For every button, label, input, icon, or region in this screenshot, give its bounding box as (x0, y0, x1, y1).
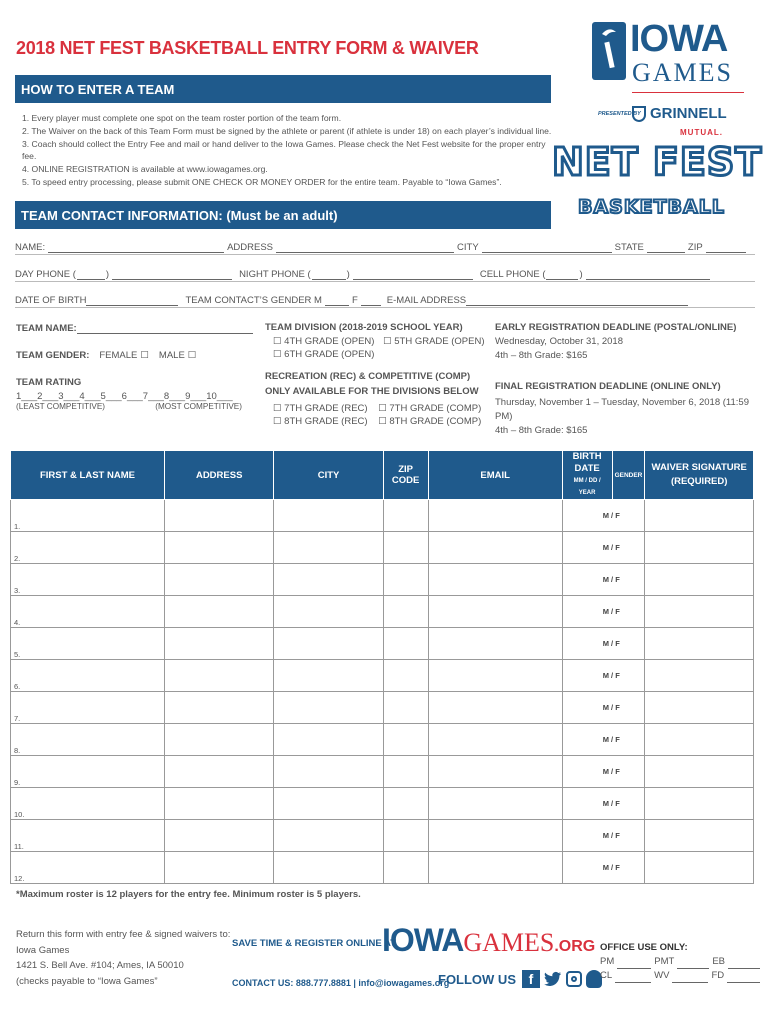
player-name-cell[interactable] (11, 532, 165, 564)
early-deadline-heading: EARLY REGISTRATION DEADLINE (POSTAL/ONLINE) (495, 322, 737, 333)
address-label: ADDRESS (227, 242, 274, 253)
contact-row-3 (15, 286, 755, 306)
gender-select[interactable]: M / F (602, 607, 620, 616)
cell-phone-area-field[interactable] (546, 268, 578, 280)
torch-icon (592, 22, 626, 80)
open-4-checkbox[interactable]: ☐ (273, 335, 282, 347)
iowa-games-logo (588, 20, 758, 100)
team-rating-scale[interactable]: 1___2___3___4___5___6___7___8___9___10___ (16, 391, 233, 402)
player-zip-cell[interactable] (383, 628, 428, 660)
presented-by-label: PRESENTED BY (598, 111, 641, 117)
logo-underline (632, 92, 744, 93)
zip-field[interactable] (706, 241, 746, 253)
player-name-cell[interactable] (11, 628, 165, 660)
player-birthdate-gender-cell[interactable] (562, 532, 645, 564)
roster-row (11, 756, 754, 788)
open-6-label: 6TH GRADE (OPEN) (284, 349, 375, 360)
office-pm-label: PM (600, 956, 615, 967)
return-org: Iowa Games (16, 944, 70, 956)
player-zip-cell[interactable] (383, 852, 428, 884)
player-birthdate-gender-cell[interactable] (562, 756, 645, 788)
player-zip-cell[interactable] (383, 724, 428, 756)
office-fd-label: FD (711, 970, 725, 981)
gender-select[interactable]: M / F (602, 863, 620, 872)
rec-7-checkbox[interactable]: ☐ (273, 402, 282, 414)
roster-row (11, 852, 754, 884)
grinnell-logo-icon (632, 106, 646, 122)
player-city-cell[interactable] (274, 628, 383, 660)
player-city-cell[interactable] (274, 756, 383, 788)
row-number: 4. (14, 618, 21, 627)
contact-us-text: CONTACT US: 888.777.8881 | info@iowagames.org (232, 978, 450, 988)
roster-row (11, 692, 754, 724)
team-name-field[interactable] (77, 322, 253, 334)
name-field[interactable] (48, 241, 224, 253)
player-waiver-cell[interactable] (645, 532, 754, 564)
player-name-cell[interactable] (11, 692, 165, 724)
player-birthdate-gender-cell[interactable] (562, 628, 645, 660)
row-number: 5. (14, 650, 21, 659)
team-contact-bar (15, 201, 551, 229)
player-birthdate-gender-cell[interactable] (562, 724, 645, 756)
row-number: 12. (14, 874, 25, 883)
office-cl-field[interactable] (615, 971, 651, 983)
player-zip-cell[interactable] (383, 596, 428, 628)
player-name-cell[interactable] (11, 852, 165, 884)
open-5-checkbox[interactable]: ☐ (383, 335, 392, 347)
player-address-cell[interactable] (164, 628, 273, 660)
email-field[interactable] (466, 294, 688, 306)
player-email-cell[interactable] (428, 788, 562, 820)
player-name-cell[interactable] (11, 820, 165, 852)
zip-label: ZIP (687, 242, 703, 253)
office-cl-label: CL (600, 970, 613, 981)
player-email-cell[interactable] (428, 692, 562, 724)
gender-select[interactable]: M / F (602, 799, 620, 808)
comp-7-label: 7TH GRADE (COMP) (389, 402, 482, 414)
player-city-cell[interactable] (274, 532, 383, 564)
state-label: STATE (614, 242, 644, 253)
roster-row (11, 596, 754, 628)
col-address-header: ADDRESS (164, 451, 273, 500)
return-payable: (checks payable to “Iowa Games” (16, 975, 158, 987)
gender-m-field[interactable] (325, 294, 349, 306)
team-rating-label: TEAM RATING (16, 377, 82, 388)
how-to-enter-bar (15, 75, 551, 103)
gender-f-field[interactable] (361, 294, 381, 306)
player-city-cell[interactable] (274, 596, 383, 628)
roster-row (11, 660, 754, 692)
roster-table (10, 450, 754, 884)
night-phone-field[interactable] (353, 268, 473, 280)
instruction-2: 2. The Waiver on the back of this Team Form must be signed by the athlete or parent (if athlete is under 18) on each player’s individual line. (22, 125, 552, 136)
name-label: NAME: (15, 242, 46, 253)
net-fest-logo: NET FEST (552, 140, 763, 184)
player-birthdate-gender-cell[interactable] (562, 596, 645, 628)
division-heading: TEAM DIVISION (2018-2019 SCHOOL YEAR) (265, 322, 463, 333)
player-zip-cell[interactable] (383, 820, 428, 852)
player-birthdate-gender-cell[interactable] (562, 500, 645, 532)
office-eb-field[interactable] (728, 957, 760, 969)
row-number: 7. (14, 714, 21, 723)
rec-heading-2: ONLY AVAILABLE FOR THE DIVISIONS BELOW (265, 386, 479, 397)
player-email-cell[interactable] (428, 660, 562, 692)
early-deadline-fee: 4th – 8th Grade: $165 (495, 350, 588, 361)
division-block (265, 321, 490, 429)
rec-8-label: 8TH GRADE (REC) (284, 416, 368, 427)
office-wv-label: WV (654, 970, 670, 981)
player-name-cell[interactable] (11, 724, 165, 756)
player-address-cell[interactable] (164, 724, 273, 756)
night-phone-area-field[interactable] (312, 268, 346, 280)
team-info-block (16, 322, 256, 411)
instruction-5: 5. To speed entry processing, please submit ONE CHECK OR MONEY ORDER for the entire team. Payable to “Iowa Games”. (22, 176, 502, 187)
rec-7-label: 7TH GRADE (REC) (284, 402, 368, 414)
footer-iowa-text: IOWA (382, 922, 464, 958)
player-zip-cell[interactable] (383, 788, 428, 820)
player-name-cell[interactable] (11, 660, 165, 692)
twitter-icon[interactable] (544, 970, 562, 988)
office-pmt-label: PMT (654, 956, 675, 967)
player-waiver-cell[interactable] (645, 564, 754, 596)
player-waiver-cell[interactable] (645, 596, 754, 628)
player-waiver-cell[interactable] (645, 788, 754, 820)
dob-label: DATE OF BIRTH (15, 295, 87, 306)
roster-row (11, 564, 754, 596)
final-deadline-heading: FINAL REGISTRATION DEADLINE (ONLINE ONLY) (495, 381, 721, 392)
roster-body (11, 500, 754, 884)
open-6-checkbox[interactable]: ☐ (273, 349, 282, 360)
gender-select[interactable]: M / F (602, 735, 620, 744)
col-waiver-header: WAIVER SIGNATURE (REQUIRED) (645, 451, 754, 500)
player-city-cell[interactable] (274, 692, 383, 724)
facebook-icon[interactable]: f (522, 970, 540, 988)
comp-8-label: 8TH GRADE (COMP) (389, 416, 482, 427)
row-number: 10. (14, 810, 25, 819)
deadlines-block (495, 321, 765, 438)
gender-select[interactable]: M / F (602, 767, 620, 776)
row-number: 11. (14, 842, 24, 851)
gender-select[interactable]: M / F (602, 575, 620, 584)
player-city-cell[interactable] (274, 724, 383, 756)
page-title: 2018 NET FEST BASKETBALL ENTRY FORM & WAIVER (16, 38, 479, 58)
follow-us-label: FOLLOW US (438, 971, 516, 987)
gender-select[interactable]: M / F (602, 511, 620, 520)
player-birthdate-gender-cell[interactable] (562, 660, 645, 692)
city-field[interactable] (482, 241, 612, 253)
col-email-header: EMAIL (428, 451, 562, 500)
player-email-cell[interactable] (428, 820, 562, 852)
player-address-cell[interactable] (164, 660, 273, 692)
player-address-cell[interactable] (164, 756, 273, 788)
contact-row-2: DAY PHONE ( ) NIGHT PHONE ( ) CELL PHONE ( ) (15, 260, 755, 280)
logo-iowa-text: IOWA (630, 18, 728, 60)
row-number: 6. (14, 682, 21, 691)
player-zip-cell[interactable] (383, 756, 428, 788)
contact-row-1 (15, 233, 755, 253)
state-field[interactable] (647, 241, 685, 253)
day-phone-field[interactable] (112, 268, 232, 280)
open-5-label: 5TH GRADE (OPEN) (394, 335, 485, 347)
player-waiver-cell[interactable] (645, 692, 754, 724)
iowagames-org-logo[interactable] (382, 922, 595, 959)
roster-row (11, 628, 754, 660)
player-address-cell[interactable] (164, 532, 273, 564)
player-email-cell[interactable] (428, 596, 562, 628)
office-fd-field[interactable] (727, 971, 760, 983)
instruction-1: 1. Every player must complete one spot on the team roster portion of the team form. (22, 113, 342, 123)
row-number: 2. (14, 554, 21, 563)
footer-org-text: .ORG (554, 938, 596, 955)
player-email-cell[interactable] (428, 724, 562, 756)
col-gender-header: GENDER (612, 451, 645, 500)
player-birthdate-gender-cell[interactable] (562, 820, 645, 852)
col-name-header: FIRST & LAST NAME (11, 451, 165, 500)
player-zip-cell[interactable] (383, 692, 428, 724)
footer-games-text: GAMES (463, 928, 555, 957)
player-city-cell[interactable] (274, 564, 383, 596)
contact-divider-3 (15, 307, 755, 308)
player-email-cell[interactable] (428, 500, 562, 532)
cell-phone-field[interactable] (586, 268, 710, 280)
player-waiver-cell[interactable] (645, 660, 754, 692)
instruction-3: 3. Coach should collect the Entry Fee and mail or hand deliver to the Iowa Games. Please check the Net Fest website for the proper entry fee. (22, 138, 546, 162)
gender-select[interactable]: M / F (602, 543, 620, 552)
return-line: Return this form with entry fee & signed waivers to: (16, 929, 231, 940)
player-email-cell[interactable] (428, 628, 562, 660)
least-competitive-label: (LEAST COMPETITIVE) (16, 402, 106, 411)
contact-divider-1 (15, 254, 755, 255)
row-number: 9. (14, 778, 21, 787)
player-name-cell[interactable] (11, 564, 165, 596)
address-field[interactable] (276, 241, 454, 253)
row-number: 1. (14, 522, 21, 531)
final-deadline-date: Thursday, November 1 – Tuesday, November 6, 2018 (11:59 PM) (495, 397, 749, 422)
player-birthdate-gender-cell[interactable] (562, 564, 645, 596)
player-address-cell[interactable] (164, 852, 273, 884)
most-competitive-label: (MOST COMPETITIVE) (155, 402, 242, 411)
office-wv-field[interactable] (672, 971, 708, 983)
player-email-cell[interactable] (428, 756, 562, 788)
city-label: CITY (457, 242, 479, 253)
player-address-cell[interactable] (164, 596, 273, 628)
col-birthdate-header: BIRTH DATE MM / DD / YEAR (562, 451, 612, 500)
roster-row (11, 788, 754, 820)
row-number: 3. (14, 586, 21, 595)
player-city-cell[interactable] (274, 500, 383, 532)
team-gender-label: TEAM GENDER: (16, 350, 90, 361)
player-birthdate-gender-cell[interactable] (562, 788, 645, 820)
grinnell-text: GRINNELL (650, 105, 727, 122)
roster-row (11, 500, 754, 532)
player-address-cell[interactable] (164, 692, 273, 724)
player-city-cell[interactable] (274, 820, 383, 852)
player-email-cell[interactable] (428, 532, 562, 564)
team-name-label: TEAM NAME: (16, 323, 77, 334)
return-address-block (16, 927, 230, 989)
row-number: 8. (14, 746, 21, 755)
player-zip-cell[interactable] (383, 564, 428, 596)
col-city-header: CITY (274, 451, 383, 500)
player-address-cell[interactable] (164, 564, 273, 596)
day-phone-area-field[interactable] (77, 268, 105, 280)
male-label: MALE (158, 350, 185, 361)
final-deadline-fee: 4th – 8th Grade: $165 (495, 425, 588, 436)
player-zip-cell[interactable] (383, 660, 428, 692)
male-checkbox[interactable]: ☐ (187, 350, 197, 361)
office-use-block (600, 941, 765, 983)
player-city-cell[interactable] (274, 852, 383, 884)
gender-select[interactable]: M / F (602, 831, 620, 840)
player-zip-cell[interactable] (383, 532, 428, 564)
col-zip-header: ZIP CODE (383, 451, 428, 500)
night-phone-label: NIGHT PHONE ( (239, 269, 311, 280)
day-phone-label: DAY PHONE ( (15, 269, 76, 280)
player-waiver-cell[interactable] (645, 628, 754, 660)
instructions-list (22, 112, 562, 189)
female-label: FEMALE (99, 350, 138, 361)
comp-8-checkbox[interactable]: ☐ (378, 416, 387, 427)
player-waiver-cell[interactable] (645, 500, 754, 532)
player-email-cell[interactable] (428, 564, 562, 596)
logo-games-text: GAMES (632, 58, 734, 87)
cell-phone-label: CELL PHONE ( (479, 269, 546, 280)
gender-select[interactable]: M / F (602, 703, 620, 712)
open-4-label: 4TH GRADE (OPEN) (284, 335, 375, 347)
player-name-cell[interactable] (11, 756, 165, 788)
basketball-logo: BASKETBALL (578, 196, 725, 218)
gender-f-label: F (351, 295, 358, 306)
player-address-cell[interactable] (164, 500, 273, 532)
rec-heading-1: RECREATION (REC) & COMPETITIVE (COMP) (265, 370, 471, 382)
player-name-cell[interactable] (11, 500, 165, 532)
comp-7-checkbox[interactable]: ☐ (378, 402, 387, 414)
gender-select[interactable]: M / F (602, 671, 620, 680)
roster-row (11, 724, 754, 756)
player-waiver-cell[interactable] (645, 756, 754, 788)
contact-gender-label: TEAM CONTACT’S GENDER M (185, 295, 322, 306)
instruction-4: 4. ONLINE REGISTRATION is available at www.iowagames.org. (22, 164, 268, 175)
office-eb-label: EB (712, 956, 725, 967)
sponsor-block (596, 104, 756, 140)
contact-divider-2 (15, 281, 755, 282)
roster-note: *Maximum roster is 12 players for the entry fee. Minimum roster is 5 players. (16, 889, 361, 900)
roster-table-wrap (10, 450, 754, 884)
office-pmt-field[interactable] (677, 957, 709, 969)
female-checkbox[interactable]: ☐ (140, 350, 149, 361)
rec-8-checkbox[interactable]: ☐ (273, 416, 282, 427)
player-birthdate-gender-cell[interactable] (562, 692, 645, 724)
how-to-enter-heading: HOW TO ENTER A TEAM (21, 81, 175, 97)
instagram-icon[interactable] (566, 971, 582, 987)
dob-field[interactable] (86, 294, 178, 306)
early-deadline-date: Wednesday, October 31, 2018 (495, 336, 623, 347)
player-waiver-cell[interactable] (645, 724, 754, 756)
gender-select[interactable]: M / F (602, 639, 620, 648)
follow-us-block (438, 970, 602, 988)
office-use-heading: OFFICE USE ONLY: (600, 942, 688, 953)
roster-row (11, 820, 754, 852)
roster-row (11, 532, 754, 564)
email-label: E-MAIL ADDRESS (386, 295, 467, 306)
player-address-cell[interactable] (164, 788, 273, 820)
team-contact-heading: TEAM CONTACT INFORMATION: (Must be an adult) (21, 207, 338, 223)
player-city-cell[interactable] (274, 660, 383, 692)
player-name-cell[interactable] (11, 596, 165, 628)
save-time-text: SAVE TIME & REGISTER ONLINE AT (232, 938, 396, 949)
office-pm-field[interactable] (617, 957, 651, 969)
player-address-cell[interactable] (164, 820, 273, 852)
mutual-text: MUTUAL. (680, 128, 723, 137)
player-name-cell[interactable] (11, 788, 165, 820)
player-zip-cell[interactable] (383, 500, 428, 532)
player-city-cell[interactable] (274, 788, 383, 820)
player-email-cell[interactable] (428, 852, 562, 884)
return-street: 1421 S. Bell Ave. #104; Ames, IA 50010 (16, 960, 184, 971)
player-birthdate-gender-cell[interactable] (562, 852, 645, 884)
player-waiver-cell[interactable] (645, 820, 754, 852)
player-waiver-cell[interactable] (645, 852, 754, 884)
